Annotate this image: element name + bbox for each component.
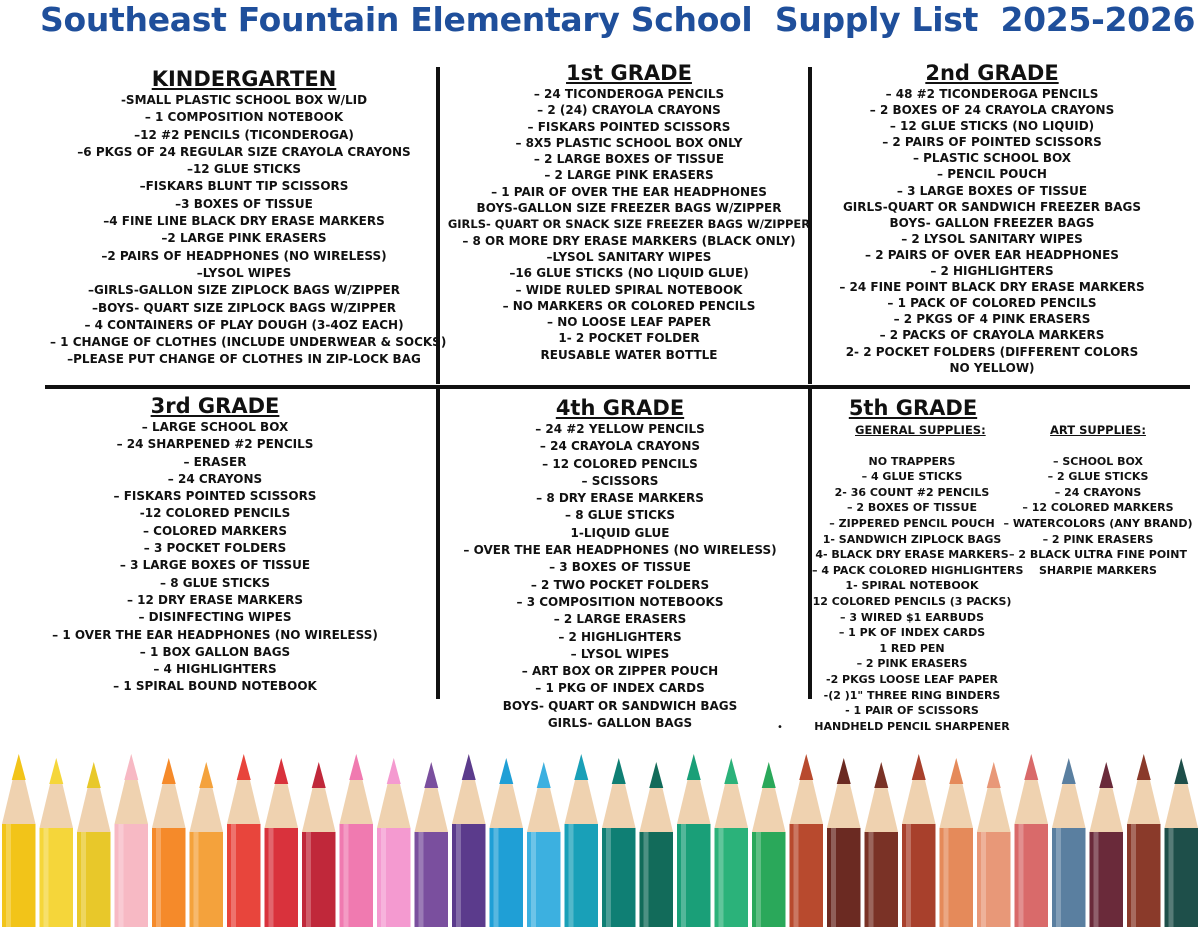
grade5-art-section <box>1003 423 1193 578</box>
pencil <box>2 754 36 927</box>
list-item: –6 PKGS OF 24 REGULAR SIZE CRAYOLA CRAYONS <box>77 144 411 159</box>
list-item: – 12 GLUE STICKS (NO LIQUID) <box>889 119 1095 134</box>
list-item: -SMALL PLASTIC SCHOOL BOX W/LID <box>120 93 368 107</box>
list-item: – 2 HIGHLIGHTERS <box>558 629 682 644</box>
list-item: 2- 2 POCKET FOLDERS (DIFFERENT COLORS <box>845 344 1139 359</box>
pencil <box>1052 758 1086 927</box>
list-item: – 2 LARGE ERASERS <box>553 612 687 627</box>
grade5-art-list <box>1003 454 1193 579</box>
list-item: – 2 PAIRS OF OVER EAR HEADPHONES <box>865 247 1119 262</box>
list-item: – 8 DRY ERASE MARKERS <box>536 491 704 506</box>
divider-horizontal <box>45 385 1190 389</box>
list-item: – 2 TWO POCKET FOLDERS <box>530 577 710 592</box>
list-item: NO YELLOW) <box>949 360 1035 375</box>
pencil <box>902 754 936 927</box>
list-item: – 2 BOXES OF TISSUE <box>847 501 977 515</box>
pencil <box>752 762 786 927</box>
grade1-heading: 1st GRADE <box>566 61 692 85</box>
list-item: – 2 PACKS OF CRAYOLA MARKERS <box>879 328 1105 343</box>
list-item: – SCISSORS <box>581 473 659 488</box>
list-item: – 24 CRAYOLA CRAYONS <box>539 439 701 454</box>
list-item: – 3 POCKET FOLDERS <box>143 541 287 556</box>
list-item: – NO LOOSE LEAF PAPER <box>547 315 711 330</box>
list-item: – 2 LYSOL SANITARY WIPES <box>901 231 1083 246</box>
list-item: – DISINFECTING WIPES <box>138 610 292 625</box>
pencil <box>340 754 374 927</box>
pencil <box>565 754 599 927</box>
list-item: – 2 PKGS OF 4 PINK ERASERS <box>893 312 1091 327</box>
pencil <box>790 754 824 927</box>
pencil <box>40 758 74 927</box>
list-item: – 12 COLORED PENCILS <box>542 456 698 471</box>
list-item: – 24 CRAYONS <box>1054 485 1142 499</box>
list-item: – 12 COLORED MARKERS <box>1022 501 1174 515</box>
list-item: – 1 BOX GALLON BAGS <box>139 644 291 659</box>
list-item: –LYSOL WIPES <box>196 265 292 280</box>
list-item: 2- 36 COUNT #2 PENCILS <box>834 485 990 499</box>
list-item: – 4 PACK COLORED HIGHLIGHTERS <box>812 563 1024 577</box>
list-item: NO TRAPPERS <box>868 454 956 468</box>
list-item: 1-LIQUID GLUE <box>570 525 670 540</box>
list-item: HANDHELD PENCIL SHARPENER <box>814 719 1010 733</box>
list-item: 1- 2 POCKET FOLDER <box>558 331 700 346</box>
list-item: – LYSOL WIPES <box>570 646 670 661</box>
list-item: –12 #2 PENCILS (TICONDEROGA) <box>134 127 354 142</box>
list-item: SHARPIE MARKERS <box>1039 563 1157 577</box>
grade3-list <box>30 419 400 696</box>
list-item: – 3 WIRED $1 EARBUDS <box>840 610 984 624</box>
pencil <box>1090 762 1124 927</box>
list-item: -12 COLORED PENCILS <box>139 506 291 521</box>
list-item: – 3 COMPOSITION NOTEBOOKS <box>516 594 724 609</box>
list-item: – 24 SHARPENED #2 PENCILS <box>116 437 314 452</box>
list-item: – 8X5 PLASTIC SCHOOL BOX ONLY <box>515 135 743 150</box>
list-item: – 2 HIGHLIGHTERS <box>930 264 1054 279</box>
pencil <box>490 758 524 927</box>
pencil <box>1165 758 1199 927</box>
list-item: – 24 FINE POINT BLACK DRY ERASE MARKERS <box>839 280 1145 295</box>
list-item: BOYS-GALLON SIZE FREEZER BAGS W/ZIPPER <box>476 201 782 216</box>
general-supplies-label: GENERAL SUPPLIES: <box>855 423 986 437</box>
list-item: –2 LARGE PINK ERASERS <box>161 231 327 246</box>
pencil <box>152 758 186 927</box>
pencil <box>677 754 711 927</box>
list-item: – ART BOX OR ZIPPER POUCH <box>521 664 719 679</box>
list-item: 1- SPIRAL NOTEBOOK <box>845 579 979 593</box>
grade4-list <box>440 421 800 732</box>
pencil <box>415 762 449 927</box>
list-item: – 24 CRAYONS <box>167 471 263 486</box>
list-item: 1- SANDWICH ZIPLOCK BAGS <box>822 532 1002 546</box>
list-item: – 2 PINK ERASERS <box>1042 532 1154 546</box>
list-item: – 8 GLUE STICKS <box>160 575 270 590</box>
page-title: Southeast Fountain Elementary School Supply List 2025-2026 <box>40 0 1196 39</box>
list-item: -(2 )1" THREE RING BINDERS <box>823 688 1001 702</box>
list-item: 4- BLACK DRY ERASE MARKERS <box>815 548 1009 562</box>
colored-pencils-illustration <box>0 750 1200 927</box>
pencil <box>227 754 261 927</box>
list-item: –FISKARS BLUNT TIP SCISSORS <box>139 179 349 194</box>
list-item: – 1 SPIRAL BOUND NOTEBOOK <box>113 679 317 694</box>
grade5-heading: 5th GRADE <box>848 396 978 420</box>
list-item: – 2 GLUE STICKS <box>1047 470 1149 484</box>
list-item: – 48 #2 TICONDEROGA PENCILS <box>885 87 1099 101</box>
list-item: 1 RED PEN <box>879 641 945 655</box>
list-item: – 3 BOXES OF TISSUE <box>549 560 691 575</box>
list-item: –16 GLUE STICKS (NO LIQUID GLUE) <box>509 266 749 281</box>
list-item: – 1 COMPOSITION NOTEBOOK <box>144 110 344 125</box>
pencil <box>940 758 974 927</box>
list-item: – PLASTIC SCHOOL BOX <box>912 151 1072 166</box>
list-item: - 1 PAIR OF SCISSORS <box>845 704 979 718</box>
grade4-section <box>440 395 800 732</box>
list-item: BOYS- GALLON FREEZER BAGS <box>889 215 1095 230</box>
grade5-general-section <box>812 423 1024 734</box>
list-item: – 2 PAIRS OF POINTED SCISSORS <box>882 135 1102 150</box>
list-item: –3 BOXES OF TISSUE <box>175 196 313 211</box>
grade2-section <box>814 60 1170 376</box>
list-item: – 2 PINK ERASERS <box>856 657 968 671</box>
kindergarten-heading: KINDERGARTEN <box>151 67 337 91</box>
list-item: – OVER THE EAR HEADPHONES (NO WIRELESS) <box>463 543 777 558</box>
pencil <box>77 762 111 927</box>
pencil <box>190 762 224 927</box>
list-item: – 2 BOXES OF 24 CRAYOLA CRAYONS <box>869 103 1115 118</box>
grade4-heading: 4th GRADE <box>555 396 685 420</box>
list-item: – 3 LARGE BOXES OF TISSUE <box>896 183 1088 198</box>
list-item: – 2 BLACK ULTRA FINE POINT <box>1009 548 1187 562</box>
list-item: – 1 PACK OF COLORED PENCILS <box>887 296 1097 311</box>
list-item: GIRLS-QUART OR SANDWICH FREEZER BAGS <box>842 199 1142 214</box>
list-item: – SCHOOL BOX <box>1053 454 1143 468</box>
list-item: – 1 CHANGE OF CLOTHES (INCLUDE UNDERWEAR & SOCKS) <box>50 335 447 350</box>
grade3-heading: 3rd GRADE <box>150 394 280 418</box>
list-item: GIRLS- QUART OR SNACK SIZE FREEZER BAGS W/ZIPPER <box>447 217 811 232</box>
list-item: – ZIPPERED PENCIL POUCH <box>829 516 995 530</box>
list-item: – 4 HIGHLIGHTERS <box>153 662 277 677</box>
list-item: – 1 PAIR OF OVER THE EAR HEADPHONES <box>491 184 767 199</box>
grade2-list <box>814 86 1170 376</box>
list-item: – 1 PKG OF INDEX CARDS <box>535 681 705 696</box>
list-item: – 1 OVER THE EAR HEADPHONES (NO WIRELESS) <box>52 627 378 642</box>
pencil <box>977 762 1011 927</box>
list-item: – FISKARS POINTED SCISSORS <box>527 119 731 134</box>
list-item: GIRLS- GALLON BAGS <box>547 716 693 731</box>
pencil <box>827 758 861 927</box>
list-item: – 2 LARGE PINK ERASERS <box>544 168 714 183</box>
list-item: – LARGE SCHOOL BOX <box>141 420 289 434</box>
list-item: 12 COLORED PENCILS (3 PACKS) <box>812 594 1012 608</box>
pencil <box>452 754 486 927</box>
pencil <box>1127 754 1161 927</box>
list-item: –BOYS- QUART SIZE ZIPLOCK BAGS W/ZIPPER <box>91 300 397 315</box>
list-item: –2 PAIRS OF HEADPHONES (NO WIRELESS) <box>101 248 387 263</box>
list-item: – NO MARKERS OR COLORED PENCILS <box>502 298 756 313</box>
list-item: –LYSOL SANITARY WIPES <box>546 249 712 264</box>
list-item: – 8 GLUE STICKS <box>565 508 675 523</box>
list-item: – 4 GLUE STICKS <box>861 470 963 484</box>
pencil <box>302 762 336 927</box>
pencil <box>1015 754 1049 927</box>
pencil <box>602 758 636 927</box>
list-item: REUSABLE WATER BOTTLE <box>540 347 718 362</box>
kindergarten-section <box>50 66 447 369</box>
list-item: – 24 #2 YELLOW PENCILS <box>535 422 705 436</box>
list-item: – ERASER <box>183 454 247 469</box>
list-item: BOYS- QUART OR SANDWICH BAGS <box>502 698 738 713</box>
grade3-section <box>30 393 400 696</box>
stray-bullet: • <box>777 722 783 733</box>
list-item: -2 PKGS LOOSE LEAF PAPER <box>826 672 998 686</box>
list-item: – 8 OR MORE DRY ERASE MARKERS (BLACK ONLY) <box>462 233 796 248</box>
pencil <box>265 758 299 927</box>
list-item: – FISKARS POINTED SCISSORS <box>113 489 317 504</box>
grade1-list <box>444 86 814 363</box>
grade2-heading: 2nd GRADE <box>925 61 1059 85</box>
list-item: – WATERCOLORS (ANY BRAND) <box>1003 516 1193 530</box>
art-supplies-label: ART SUPPLIES: <box>1050 423 1146 437</box>
list-item: – 1 PK OF INDEX CARDS <box>838 626 986 640</box>
list-item: – 4 CONTAINERS OF PLAY DOUGH (3-4OZ EACH) <box>84 317 404 332</box>
pencil <box>715 758 749 927</box>
kindergarten-list <box>50 92 447 369</box>
list-item: – 12 DRY ERASE MARKERS <box>126 592 304 607</box>
grade5-heading-wrap <box>818 395 1008 421</box>
list-item: – WIDE RULED SPIRAL NOTEBOOK <box>515 282 743 297</box>
pencil <box>527 762 561 927</box>
grade5-general-list <box>812 454 1024 735</box>
list-item: – 2 LARGE BOXES OF TISSUE <box>533 152 725 167</box>
grade1-section <box>444 60 814 363</box>
list-item: – COLORED MARKERS <box>142 523 288 538</box>
list-item: –PLEASE PUT CHANGE OF CLOTHES IN ZIP-LOCK BAG <box>67 352 421 367</box>
list-item: –12 GLUE STICKS <box>186 162 302 177</box>
list-item: – 2 (24) CRAYOLA CRAYONS <box>537 103 721 118</box>
pencil <box>865 762 899 927</box>
pencil <box>640 762 674 927</box>
pencil <box>377 758 411 927</box>
pencil <box>115 754 149 927</box>
list-item: –4 FINE LINE BLACK DRY ERASE MARKERS <box>103 214 385 229</box>
list-item: – PENCIL POUCH <box>937 167 1047 182</box>
list-item: –GIRLS-GALLON SIZE ZIPLOCK BAGS W/ZIPPER <box>87 283 400 298</box>
list-item: – 3 LARGE BOXES OF TISSUE <box>119 558 311 573</box>
list-item: – 24 TICONDEROGA PENCILS <box>533 87 725 101</box>
